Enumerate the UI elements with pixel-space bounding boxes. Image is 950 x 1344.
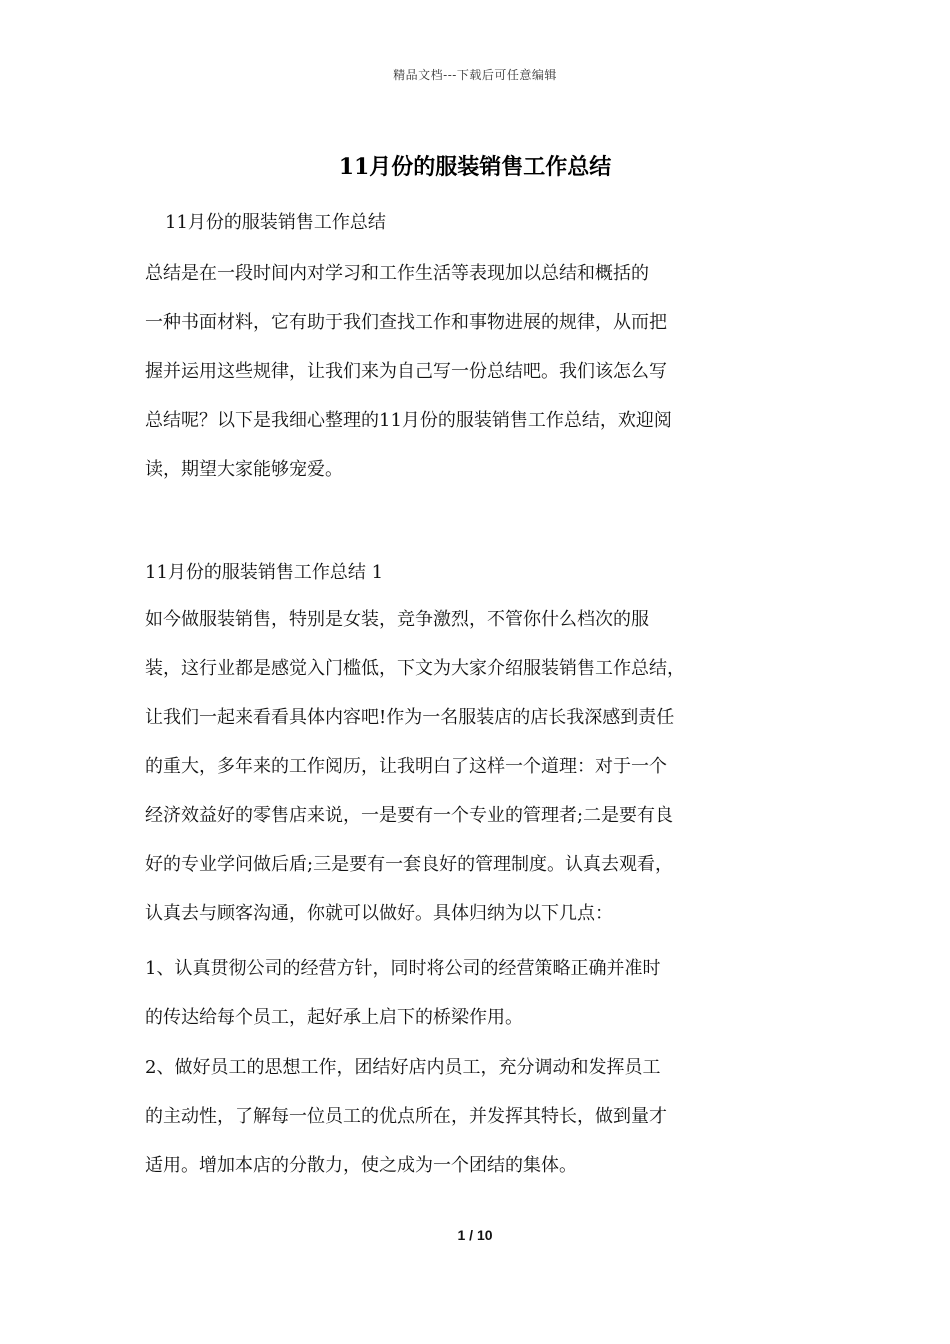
text-line: 2、做好员工的思想工作，团结好店内员工，充分调动和发挥员工 xyxy=(145,1057,661,1078)
text-line: 总结是在一段时间内对学习和工作生活等表现加以总结和概括的 xyxy=(145,263,649,284)
text-line: 一种书面材料，它有助于我们查找工作和事物进展的规律，从而把 xyxy=(145,312,667,333)
subtitle: 11月份的服装销售工作总结 xyxy=(165,212,386,233)
text-line: 适用。增加本店的分散力，使之成为一个团结的集体。 xyxy=(145,1155,577,1176)
body-paragraph xyxy=(145,604,825,947)
text-line: 的主动性，了解每一位员工的优点所在，并发挥其特长，做到量才 xyxy=(145,1106,667,1127)
text-line: 读，期望大家能够宠爱。 xyxy=(145,459,343,480)
text-line: 1、认真贯彻公司的经营方针，同时将公司的经营策略正确并准时 xyxy=(145,958,661,979)
list-item-1 xyxy=(145,953,825,1051)
section-heading: 11月份的服装销售工作总结 1 xyxy=(145,562,384,583)
text-line: 好的专业学问做后盾;三是要有一套良好的管理制度。认真去观看， xyxy=(145,854,674,875)
text-line: 让我们一起来看看具体内容吧!作为一名服装店的店长我深感到责任 xyxy=(145,707,675,728)
text-line: 的重大，多年来的工作阅历，让我明白了这样一个道理：对于一个 xyxy=(145,756,667,777)
text-line: 总结呢？以下是我细心整理的11月份的服装销售工作总结，欢迎阅 xyxy=(145,410,672,431)
page-number: 1 / 10 xyxy=(457,1227,493,1243)
text-line: 握并运用这些规律，让我们来为自己写一份总结吧。我们该怎么写 xyxy=(145,361,667,382)
text-line: 的传达给每个员工，起好承上启下的桥梁作用。 xyxy=(145,1007,523,1028)
document-title: 11月份的服装销售工作总结 xyxy=(338,154,612,180)
intro-paragraph xyxy=(145,258,825,503)
text-line: 如今做服装销售，特别是女装，竞争激烈，不管你什么档次的服 xyxy=(145,609,649,630)
list-item-2 xyxy=(145,1052,825,1199)
page-header: 精品文档---下载后可任意编辑 xyxy=(393,68,557,82)
text-line: 装，这行业都是感觉入门槛低，下文为大家介绍服装销售工作总结， xyxy=(145,658,685,679)
text-line: 经济效益好的零售店来说，一是要有一个专业的管理者;二是要有良 xyxy=(145,805,674,826)
text-line: 认真去与顾客沟通，你就可以做好。具体归纳为以下几点： xyxy=(145,903,613,924)
